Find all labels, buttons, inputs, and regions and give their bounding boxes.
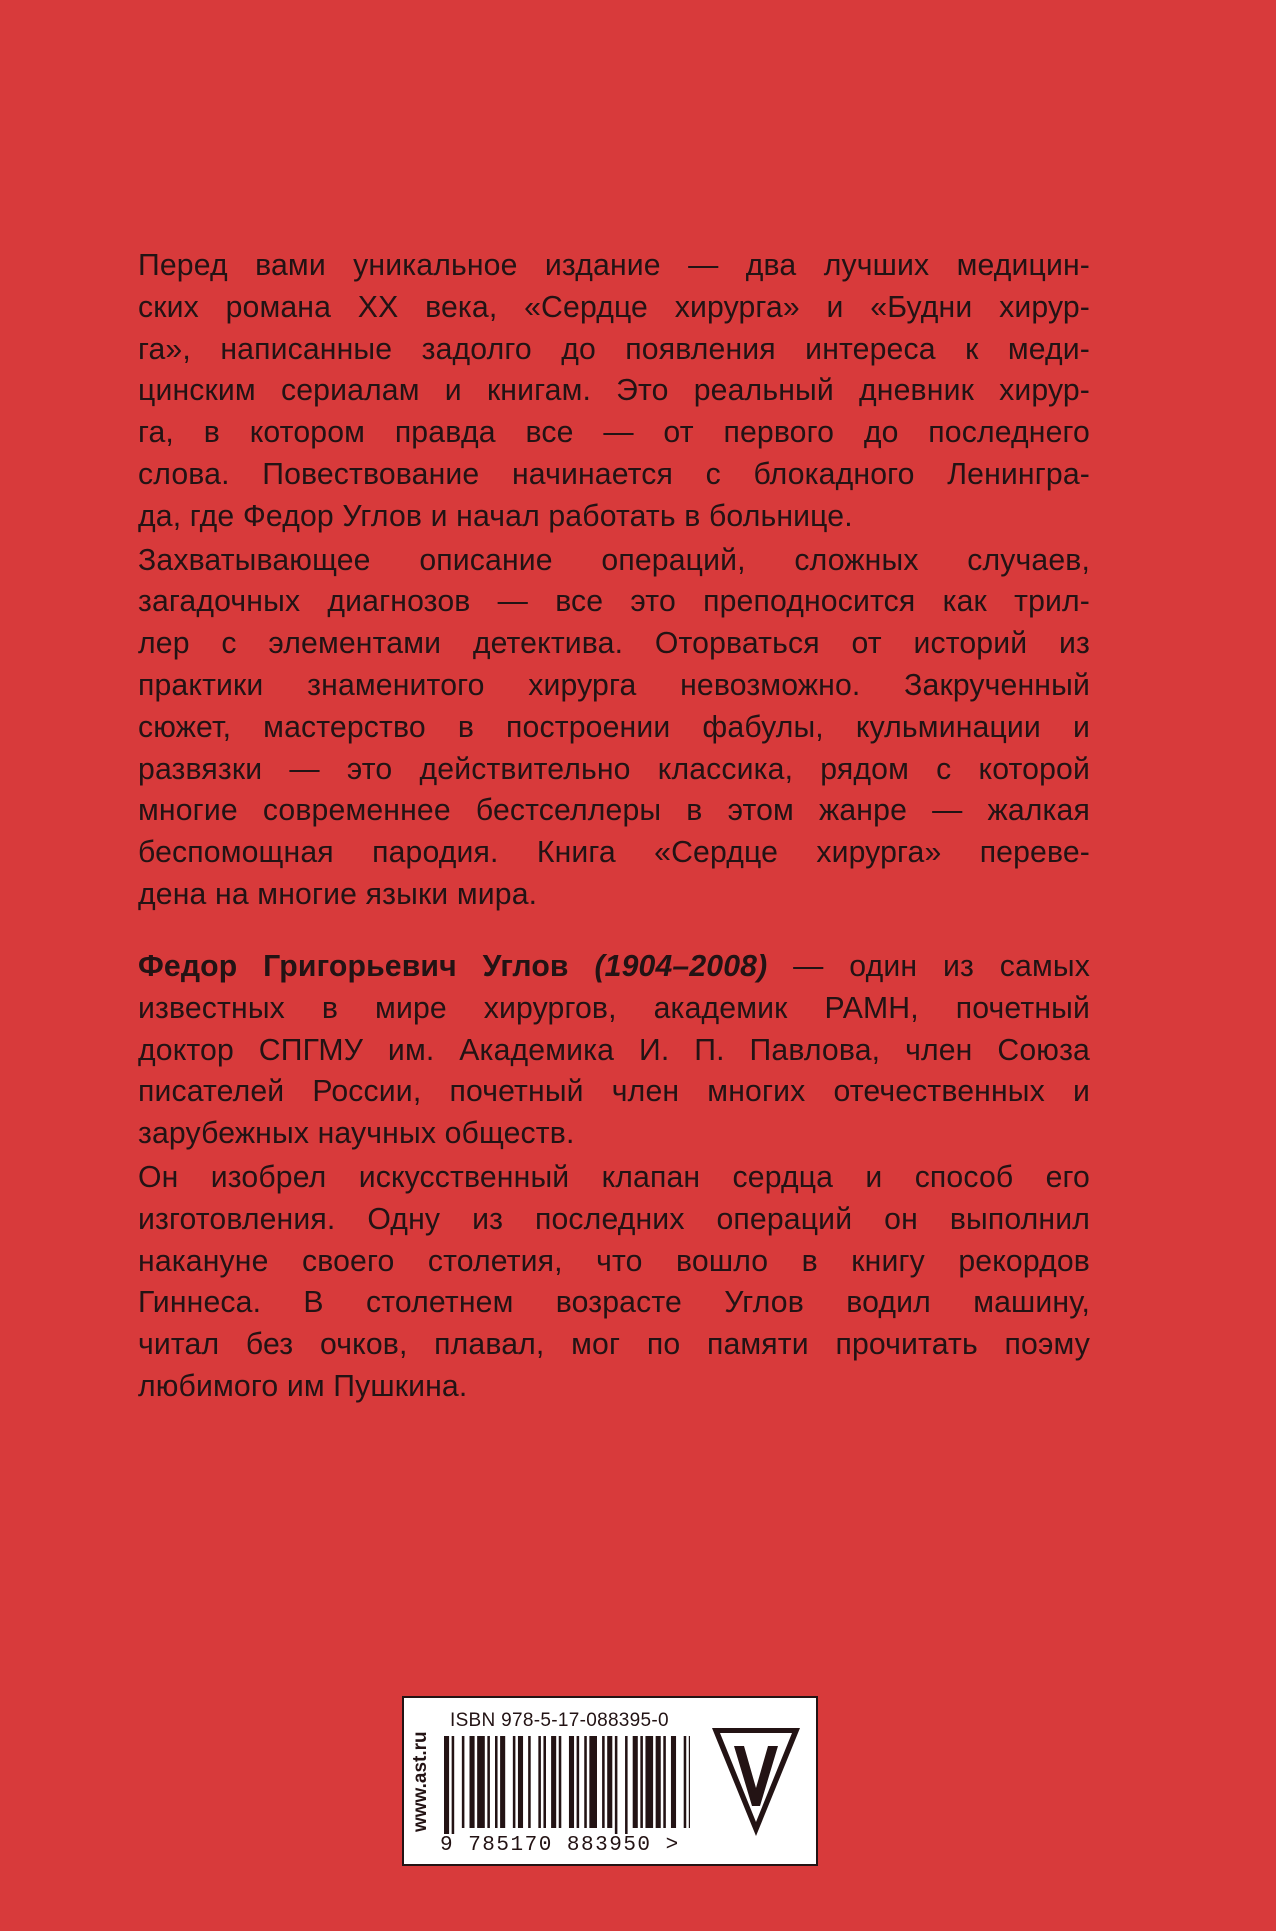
- author-bio: [138, 946, 1090, 1408]
- barcode-bar: [689, 1736, 690, 1828]
- text-line: писателей России, почетный член многих отечественных и: [138, 1075, 1090, 1109]
- barcode-bar: [444, 1736, 449, 1834]
- barcode-bar: [500, 1736, 505, 1828]
- paragraph: [138, 245, 1090, 538]
- paragraph: [138, 988, 1090, 1155]
- text-line: зарубежных научных обществ.: [138, 1117, 575, 1151]
- barcode-bar: [495, 1736, 498, 1828]
- text-line: развязки — это действительно классика, рядом с которой: [138, 752, 1090, 786]
- barcode-bar: [663, 1736, 666, 1828]
- barcode-bar: [551, 1736, 556, 1828]
- barcode-bar: [538, 1736, 541, 1828]
- barcode-bar: [607, 1736, 612, 1828]
- author-bio-intro: — один из самых: [767, 950, 1090, 983]
- barcode-bar: [452, 1736, 455, 1834]
- paragraph: [138, 1157, 1090, 1408]
- author-name: Федор Григорьевич Углов: [138, 950, 569, 983]
- text-line: да, где Федор Углов и начал работать в больнице.: [138, 499, 853, 533]
- barcode-bar: [569, 1736, 574, 1828]
- text-line: загадочных диагнозов — все это преподносится как трил-: [138, 585, 1090, 619]
- barcode-bar: [584, 1736, 587, 1828]
- barcode-bar: [477, 1736, 485, 1828]
- isbn-label: ISBN 978-5-17-088395-0: [450, 1710, 669, 1731]
- author-bio-first-line: [138, 946, 1090, 988]
- text-line: цинским сериалам и книгам. Это реальный дневник хирур-: [138, 374, 1090, 408]
- text-line: слова. Повествование начинается с блокадного Ленингра-: [138, 457, 1090, 491]
- publisher-website: www.ast.ru: [410, 1731, 431, 1833]
- text-line: га», написанные задолго до появления интереса к меди-: [138, 332, 1090, 366]
- barcode-bar: [470, 1736, 475, 1828]
- author-years: (1904–2008): [594, 950, 768, 983]
- barcode-bar: [645, 1736, 653, 1828]
- text-line: многие современнее бестселлеры в этом жанре — жалкая: [138, 794, 1090, 828]
- barcode-bar: [487, 1736, 490, 1828]
- text-line: га, в котором правда все — от первого до последнего: [138, 416, 1090, 450]
- text-line: практики знаменитого хирурга невозможно. Закрученный: [138, 668, 1090, 702]
- barcode-bar: [528, 1736, 531, 1828]
- text-line: Он изобрел искусственный клапан сердца и способ его: [138, 1160, 1090, 1194]
- barcode-bar: [589, 1736, 597, 1828]
- barcode-bar: [518, 1736, 523, 1828]
- barcode-bar: [671, 1736, 676, 1828]
- barcode-bar: [543, 1736, 546, 1828]
- barcode-bar: [559, 1736, 562, 1828]
- barcode-bar: [656, 1736, 661, 1828]
- author-bio-paragraphs: [138, 988, 1090, 1408]
- barcode-bar: [625, 1736, 628, 1834]
- text-line: доктор СПГМУ им. Академика И. П. Павлова, член Союза: [138, 1033, 1090, 1067]
- barcode-bar: [577, 1736, 580, 1828]
- text-line: лер с элементами детектива. Оторваться от историй из: [138, 627, 1090, 661]
- barcode-bar: [640, 1736, 643, 1828]
- text-line: беспомощная пародия. Книга «Сердце хирурга» переве-: [138, 836, 1090, 870]
- barcode-icon: [444, 1736, 690, 1834]
- book-description: [138, 245, 1090, 916]
- barcode-digits: 9 785170 883950 >: [440, 1834, 680, 1857]
- text-line: читал без очков, плавал, мог по памяти прочитать поэму: [138, 1328, 1090, 1362]
- paragraph: [138, 540, 1090, 916]
- publisher-v-triangle-icon: [710, 1726, 802, 1838]
- barcode-bar: [513, 1736, 516, 1828]
- text-line: Захватывающее описание операций, сложных случаев,: [138, 543, 1090, 577]
- barcode-bar: [633, 1736, 638, 1828]
- barcode-bar: [602, 1736, 605, 1828]
- text-line: любимого им Пушкина.: [138, 1369, 468, 1403]
- text-line: сюжет, мастерство в построении фабулы, кульминации и: [138, 710, 1090, 744]
- text-line: накануне своего столетия, что вошло в книгу рекордов: [138, 1244, 1090, 1278]
- barcode-bar: [615, 1736, 618, 1834]
- barcode-panel: [402, 1696, 818, 1866]
- text-line: известных в мире хирургов, академик РАМН, почетный: [138, 991, 1090, 1025]
- text-line: изготовления. Одну из последних операций он выполнил: [138, 1202, 1090, 1236]
- text-line: Перед вами уникальное издание — два лучших медицин-: [138, 249, 1090, 282]
- barcode-bar: [462, 1736, 465, 1828]
- text-line: Гиннеса. В столетнем возрасте Углов водил машину,: [138, 1286, 1090, 1320]
- text-line: дена на многие языки мира.: [138, 877, 538, 911]
- text-line: ских романа XX века, «Сердце хирурга» и «Будни хирур-: [138, 290, 1090, 324]
- barcode-bar: [684, 1736, 687, 1828]
